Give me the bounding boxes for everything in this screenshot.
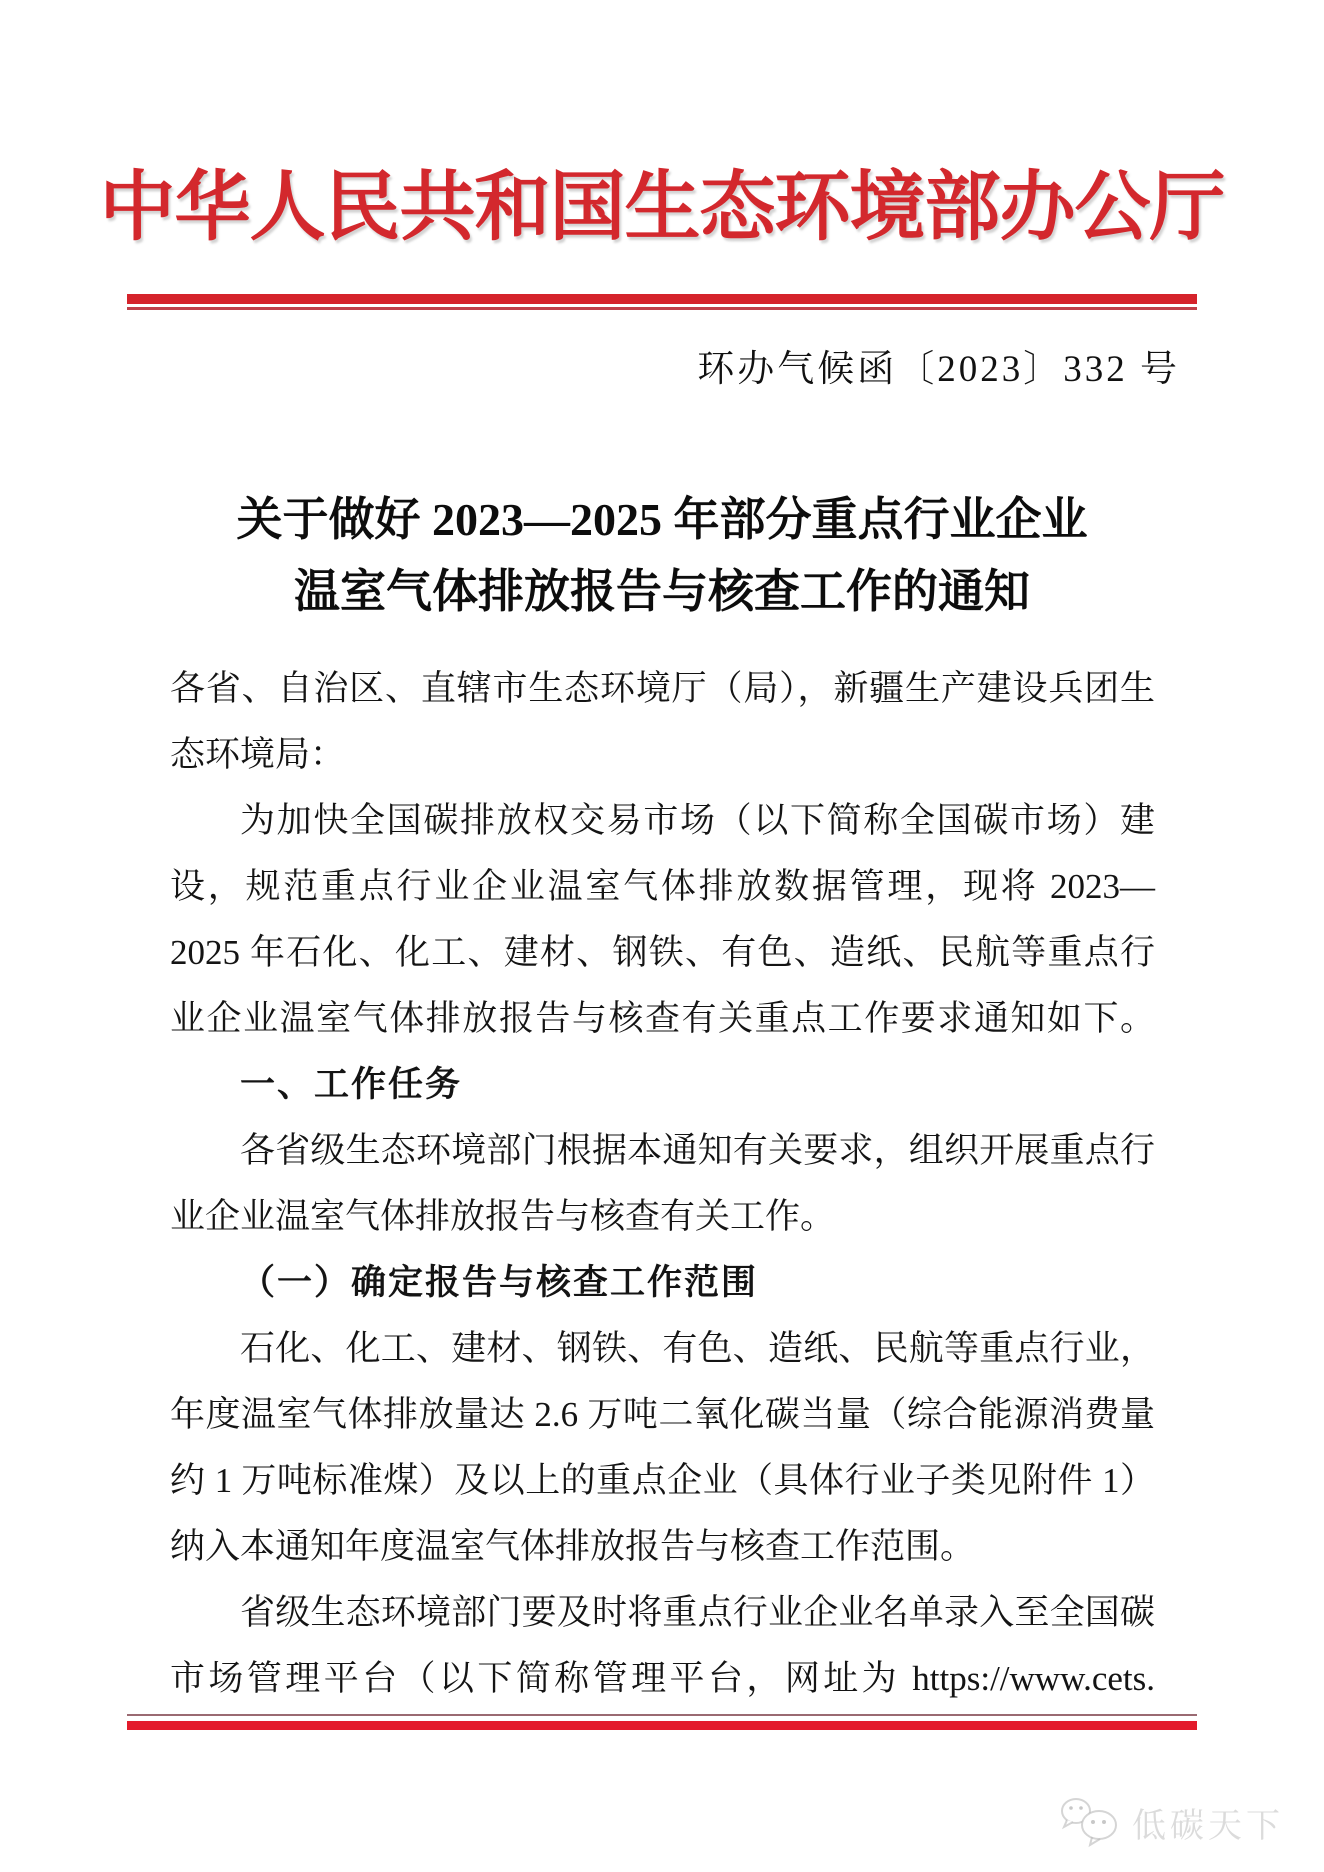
header-divider-thick-line (127, 294, 1197, 304)
watermark-label: 低碳天下 (1132, 1806, 1284, 1845)
document-body (170, 656, 1155, 1712)
body-line: 约 1 万吨标准煤）及以上的重点企业（具体行业子类见附件 1） (170, 1461, 1155, 1500)
body-line: 业企业温室气体排放报告与核查有关重点工作要求通知如下。 (170, 999, 1155, 1038)
body-line: 为加快全国碳排放权交易市场（以下简称全国碳市场）建 (240, 801, 1155, 840)
body-line: 石化、化工、建材、钢铁、有色、造纸、民航等重点行业， (240, 1329, 1155, 1368)
document-title-line1: 关于做好 2023—2025 年部分重点行业企业 (236, 494, 1088, 545)
header-divider (127, 294, 1197, 310)
body-line: 年度温室气体排放量达 2.6 万吨二氧化碳当量（综合能源消费量 (170, 1395, 1155, 1434)
document-number: 环办气候函〔2023〕332 号 (697, 349, 1180, 390)
wechat-icon (1058, 1796, 1124, 1848)
body-line: 设，规范重点行业企业温室气体排放数据管理，现将 2023— (170, 867, 1155, 906)
watermark (1058, 1796, 1284, 1848)
body-line: 各省级生态环境部门根据本通知有关要求，组织开展重点行 (240, 1131, 1155, 1170)
body-line: 纳入本通知年度温室气体排放报告与核查工作范围。 (170, 1527, 976, 1566)
body-line: 2025 年石化、化工、建材、钢铁、有色、造纸、民航等重点行 (170, 933, 1155, 972)
header-divider-thin-line (127, 307, 1197, 310)
document-title (0, 484, 1324, 628)
body-line: 各省、自治区、直辖市生态环境厅（局），新疆生产建设兵团生 (170, 669, 1155, 708)
section-heading: 一、工作任务 (240, 1065, 463, 1104)
body-line: 业企业温室气体排放报告与核查有关工作。 (170, 1197, 836, 1236)
body-line: 态环境局： (170, 735, 346, 774)
footer-divider-thick-line (127, 1721, 1197, 1730)
body-line: 市场管理平台（以下简称管理平台，网址为 https://www.cets. (170, 1659, 1155, 1698)
document-title-line2: 温室气体排放报告与核查工作的通知 (294, 566, 1030, 617)
footer-divider (127, 1714, 1197, 1730)
body-line: 省级生态环境部门要及时将重点行业企业名单录入至全国碳 (240, 1593, 1155, 1632)
subsection-heading: （一）确定报告与核查工作范围 (240, 1263, 759, 1302)
letterhead-title: 中华人民共和国生态环境部办公厅 (99, 166, 1225, 250)
footer-divider-thin-line (127, 1714, 1197, 1716)
